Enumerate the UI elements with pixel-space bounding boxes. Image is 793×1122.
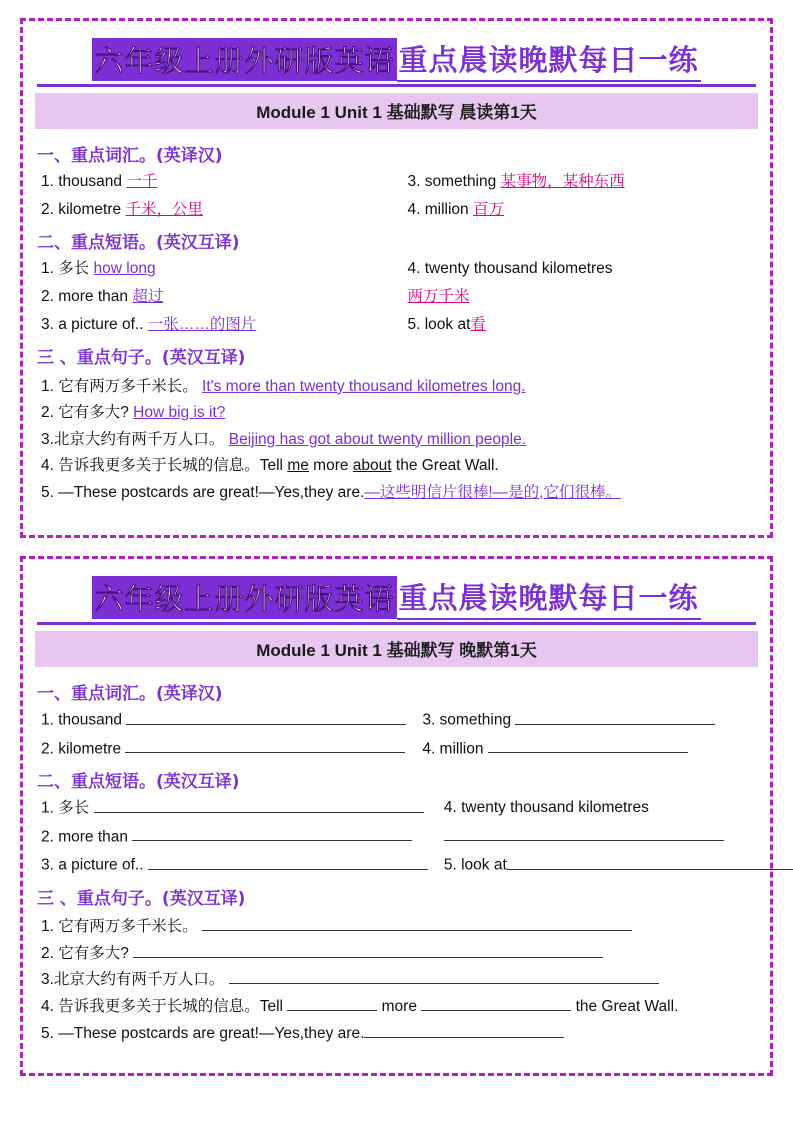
vocabulary-grid [35,708,758,761]
phrase-item [41,853,428,878]
section-heading-phrases: 二、重点短语。(英汉互译) [37,772,240,793]
phrase-item [41,796,428,821]
answer-blank[interactable] [126,708,406,725]
phrase-question: 5. look at [443,856,507,874]
sentence-item [41,967,758,992]
title-underline [37,84,756,87]
sentence-question: 4. 告诉我更多关于长城的信息。Tell [41,457,288,475]
sentence-mid: more [381,997,417,1015]
sentence-item [41,374,758,399]
card-title [35,575,758,620]
phrase-item [41,313,392,337]
sentence-tail: the Great Wall. [575,997,679,1015]
vocab-question: 2. kilometre [41,740,122,758]
answer-blank[interactable] [488,737,688,754]
sentence-item [41,914,758,939]
phrase-question: 5. look at [407,316,471,334]
phrase-item [444,796,793,821]
phrases-grid [35,796,758,878]
sentence-question: 2. 它有多大? [41,944,129,962]
phrase-question: 4. twenty thousand kilometres [407,260,613,278]
phrase-question: 2. more than [41,828,129,846]
sentence-item [41,1021,758,1046]
vocab-question: 3. something [407,173,497,190]
answer-blank[interactable] [364,1021,564,1038]
vocab-item [41,198,392,222]
sentences-list [35,372,758,507]
sentence-item [41,941,758,966]
vocab-question: 1. thousand [41,173,123,190]
answer-blank[interactable] [94,796,424,813]
phrase-item [41,825,428,850]
title-highlight: 六年级上册外研版英语 [92,38,396,81]
phrase-question: 1. 多长 [41,799,90,817]
phrase-answer: 一张……的图片 [147,316,257,334]
phrase-item [408,313,759,337]
vocab-question: 3. something [422,711,512,729]
section-heading-sentences: 三 、重点句子。(英汉互译) [37,348,246,369]
vocab-question: 4. million [422,740,484,758]
vocab-item [41,708,406,733]
answer-blank[interactable] [132,825,412,842]
answer-blank[interactable] [287,994,377,1011]
vocab-answer: 某事物，某种东西 [500,173,625,190]
worksheet-card-morning [20,18,773,538]
answer-blank[interactable] [229,968,659,985]
section-heading-vocabulary: 一、重点词汇。(英译汉) [37,146,223,166]
phrase-item [41,285,392,309]
vocab-question: 4. million [407,201,469,219]
vocab-answer: 一千 [126,173,158,190]
sentence-question: 1. 它有两万多千米长。 [41,377,198,395]
title-rest: 重点晨读晚默每日一练 [397,575,701,620]
sentence-tail: the Great Wall. [391,457,499,475]
card-title [35,37,758,82]
card-subtitle: Module 1 Unit 1 基础默写 晨读第1天 [35,93,758,129]
phrase-answer: 看 [470,316,486,334]
vocabulary-grid [35,170,758,222]
sentence-answer: Beijing has got about twenty million people. [228,430,527,448]
sentence-item [41,453,758,478]
sentence-item [41,427,758,452]
vocab-item [408,198,759,222]
sentences-list [35,913,758,1048]
answer-blank[interactable] [202,915,632,932]
phrase-question: 3. a picture of.. [41,856,144,874]
answer-blank[interactable] [133,941,603,958]
sentence-mid: more [308,457,353,475]
vocab-item [41,170,392,194]
vocab-answer: 千米，公里 [125,201,203,219]
answer-blank[interactable] [125,737,405,754]
vocab-answer: 百万 [472,201,504,219]
worksheet-card-evening [20,556,773,1076]
sentence-question: 5. —These postcards are great!—Yes,they are. [41,484,365,502]
sentence-question: 4. 告诉我更多关于长城的信息。Tell [41,997,283,1015]
phrase-answer: how long [93,260,156,278]
vocab-item [41,737,406,762]
answer-blank[interactable] [507,853,793,870]
sentence-answer: How big is it? [133,404,226,422]
phrase-answer: 两万千米 [407,288,470,306]
answer-blank[interactable] [444,825,724,842]
phrase-item [408,257,759,281]
phrase-answer: 超过 [132,288,164,306]
phrase-item [41,257,392,281]
title-rest: 重点晨读晚默每日一练 [397,37,701,82]
section-heading-vocabulary: 一、重点词汇。(英译汉) [37,684,223,704]
phrase-question: 2. more than [41,288,129,306]
title-underline [37,622,756,625]
sentence-answer: It's more than twenty thousand kilometres long. [202,377,526,395]
sentence-question: 3.北京大约有两千万人口。 [41,971,225,989]
sentence-blank-word-2: about [352,457,392,475]
phrases-grid [35,257,758,337]
sentence-question: 5. —These postcards are great!—Yes,they are. [41,1024,365,1042]
vocab-item [408,170,759,194]
phrase-question: 3. a picture of.. [41,316,144,334]
sentence-answer: —这些明信片很棒!—是的,它们很棒。 [364,484,621,502]
section-heading-phrases: 二、重点短语。(英汉互译) [37,233,240,254]
sentence-question: 1. 它有两万多千米长。 [41,918,198,936]
section-heading-sentences: 三 、重点句子。(英汉互译) [37,888,246,909]
sentence-item [41,480,758,505]
vocab-item [422,737,758,762]
card-subtitle: Module 1 Unit 1 基础默写 晚默第1天 [35,631,758,667]
vocab-item [422,708,758,733]
sentence-question: 2. 它有多大? [41,404,129,422]
phrase-item [408,285,759,309]
answer-blank[interactable] [421,994,571,1011]
sentence-blank-word-1: me [287,457,309,475]
sentence-question: 3.北京大约有两千万人口。 [41,430,225,448]
phrase-item [444,825,793,850]
phrase-question: 4. twenty thousand kilometres [443,799,649,817]
phrase-question: 1. 多长 [41,260,90,278]
vocab-question: 2. kilometre [41,201,122,219]
sentence-item [41,994,758,1019]
title-highlight: 六年级上册外研版英语 [92,576,396,619]
vocab-question: 1. thousand [41,711,123,729]
phrase-item [444,853,793,878]
answer-blank[interactable] [148,853,428,870]
sentence-item [41,400,758,425]
answer-blank[interactable] [515,708,715,725]
